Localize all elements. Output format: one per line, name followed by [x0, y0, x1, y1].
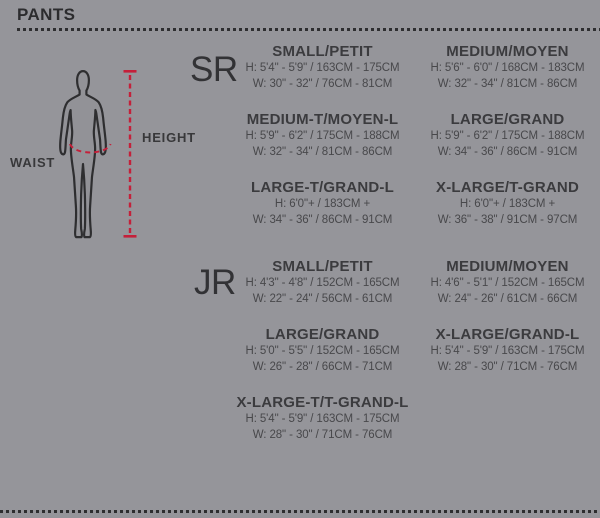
size-height-range: H: 5'4" - 5'9" / 163CM - 175CM [430, 345, 585, 357]
section-label-jr: JR [194, 263, 236, 302]
size-title: LARGE/GRAND [450, 111, 565, 128]
size-cell-jr-large [230, 326, 415, 375]
size-waist-range: W: 24" - 26" / 61CM - 66CM [437, 292, 578, 305]
size-cell-sr-x-large [415, 179, 600, 228]
size-waist-range: W: 30" - 32" / 76CM - 81CM [252, 77, 393, 90]
height-measure-line [124, 70, 137, 238]
size-cell-jr-x-large-t [230, 394, 415, 443]
sr-size-grid [230, 43, 600, 228]
size-height-range: H: 6'0"+ / 183CM + [274, 198, 371, 210]
size-title: LARGE-T/GRAND-L [251, 179, 394, 196]
size-cell-jr-small [230, 258, 415, 307]
size-title: X-LARGE-T/T-GRAND-L [236, 394, 409, 411]
size-waist-range: W: 32" - 34" / 81CM - 86CM [437, 77, 578, 90]
size-height-range: H: 5'9" - 6'2" / 175CM - 188CM [430, 130, 585, 142]
size-title: MEDIUM-T/MOYEN-L [246, 111, 399, 128]
size-height-range: H: 5'4" - 5'9" / 163CM - 175CM [245, 413, 400, 425]
section-label-sr: SR [190, 50, 238, 89]
size-height-range: H: 5'4" - 5'9" / 163CM - 175CM [245, 62, 400, 74]
size-waist-range: W: 32" - 34" / 81CM - 86CM [252, 145, 393, 158]
body-silhouette [60, 71, 106, 237]
size-title: SMALL/PETIT [272, 258, 373, 275]
size-cell-jr-x-large [415, 326, 600, 375]
size-title: MEDIUM/MOYEN [446, 258, 569, 275]
size-cell-sr-large-t [230, 179, 415, 228]
dotted-divider-top [17, 28, 600, 31]
size-cell-sr-large [415, 111, 600, 160]
size-height-range: H: 6'0"+ / 183CM + [459, 198, 556, 210]
page-title: PANTS [17, 5, 76, 24]
size-cell-jr-medium [415, 258, 600, 307]
size-height-range: H: 5'9" - 6'2" / 175CM - 188CM [245, 130, 400, 142]
size-title: MEDIUM/MOYEN [446, 43, 569, 60]
size-cell-empty [415, 394, 600, 443]
size-height-range: H: 4'6" - 5'1" / 152CM - 165CM [430, 277, 585, 289]
size-waist-range: W: 34" - 36" / 86CM - 91CM [437, 145, 578, 158]
size-waist-range: W: 26" - 28" / 66CM - 71CM [252, 360, 393, 373]
size-cell-sr-medium-t [230, 111, 415, 160]
size-cell-sr-medium [415, 43, 600, 92]
size-title: X-LARGE/GRAND-L [435, 326, 580, 343]
size-height-range: H: 5'6" - 6'0" / 168CM - 183CM [430, 62, 585, 74]
size-waist-range: W: 28" - 30" / 71CM - 76CM [437, 360, 578, 373]
size-waist-range: W: 34" - 36" / 86CM - 91CM [252, 213, 393, 226]
size-title: SMALL/PETIT [272, 43, 373, 60]
size-waist-range: W: 28" - 30" / 71CM - 76CM [252, 428, 393, 441]
dotted-divider-bottom [0, 510, 600, 513]
size-title: X-LARGE/T-GRAND [436, 179, 579, 196]
size-waist-range: W: 36" - 38" / 91CM - 97CM [437, 213, 578, 226]
size-height-range: H: 5'0" - 5'5" / 152CM - 165CM [245, 345, 400, 357]
waist-label: WAIST [10, 155, 56, 170]
jr-size-grid [230, 258, 600, 443]
size-title: LARGE/GRAND [265, 326, 380, 343]
height-label: HEIGHT [142, 130, 196, 145]
size-cell-sr-small [230, 43, 415, 92]
size-height-range: H: 4'3" - 4'8" / 152CM - 165CM [245, 277, 400, 289]
size-waist-range: W: 22" - 24" / 56CM - 61CM [252, 292, 393, 305]
